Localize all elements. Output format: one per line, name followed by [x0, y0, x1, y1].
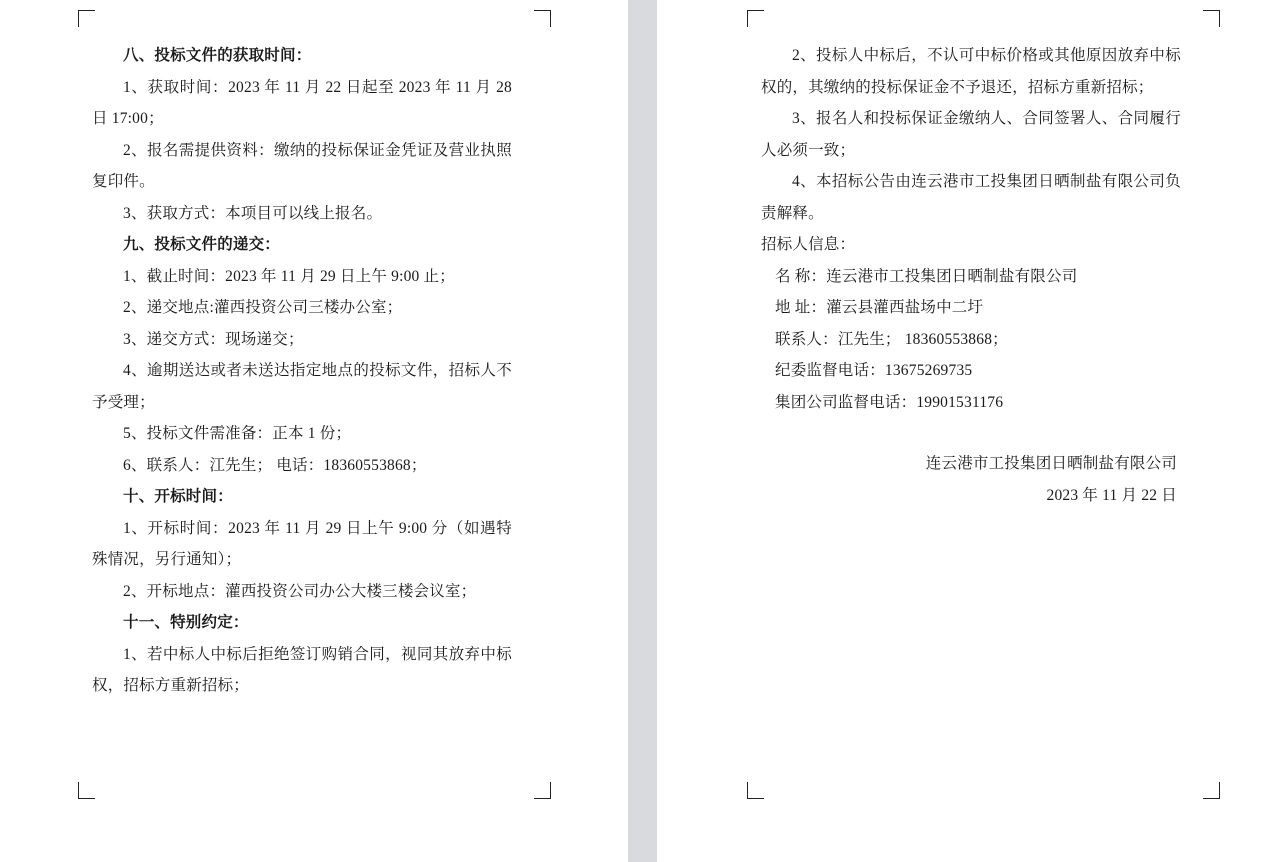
- contact-row-discipline-phone-value: 13675269735: [884, 362, 973, 379]
- section-heading-8: 八、投标文件的获取时间：: [123, 47, 312, 64]
- document-page-right: [657, 0, 1285, 862]
- contact-row-address-label: 地 址：: [775, 299, 827, 316]
- contact-row-discipline-phone-label: 纪委监督电话：: [775, 362, 885, 379]
- page-left-content: [92, 40, 512, 702]
- contact-row-name: [761, 261, 1181, 293]
- page-right-content: [761, 40, 1181, 512]
- paragraph-9-6: 6、联系人：江先生； 电话：18360553868；: [123, 456, 427, 474]
- paragraph-8-3: 3、获取方式：本项目可以线上报名。: [123, 204, 383, 222]
- paragraph-9-4: 4、逾期送达或者未送达指定地点的投标文件，招标人不予受理；: [92, 362, 512, 411]
- signature-block: [761, 448, 1181, 512]
- paragraph-10-1: 1、开标时间：2023 年 11 月 29 日上午 9:00 分（如遇特殊情况，另行通知）；: [92, 519, 512, 568]
- crop-mark-bottom-right: [534, 782, 551, 799]
- contact-row-name-label: 名 称：: [775, 267, 827, 285]
- paragraph-9-2: 2、递交地点:灌西投资公司三楼办公室；: [123, 299, 403, 316]
- paragraph-9-3: 3、递交方式：现场递交；: [123, 330, 304, 348]
- contact-row-address-value: 灌云县灌西盐场中二圩: [826, 299, 984, 316]
- contact-row-name-value: 连云港市工投集团日晒制盐有限公司: [826, 267, 1078, 285]
- contact-row-group-phone-label: 集团公司监督电话：: [775, 393, 917, 411]
- contact-row-person-value: 江先生； 18360553868；: [837, 330, 1008, 348]
- paragraph-9-5: 5、投标文件需准备：正本 1 份；: [123, 425, 352, 442]
- crop-mark-top-right: [1203, 10, 1220, 27]
- paragraph-9-1: 1、截止时间：2023 年 11 月 29 日上午 9:00 止；: [123, 267, 455, 285]
- document-page-left: [0, 0, 628, 862]
- contact-row-person-label: 联系人：: [775, 330, 838, 348]
- paragraph-10-2: 2、开标地点：灌西投资公司办公大楼三楼会议室；: [123, 582, 477, 600]
- contact-row-group-phone: [761, 387, 1181, 419]
- crop-mark-top-left: [78, 10, 95, 27]
- paragraph-11-2: 2、投标人中标后，不认可中标价格或其他原因放弃中标权的，其缴纳的投标保证金不予退还，招标方重新招标；: [761, 47, 1181, 96]
- paragraph-8-2: 2、报名需提供资料：缴纳的投标保证金凭证及营业执照复印件。: [92, 141, 512, 190]
- signature-date: 2023 年 11 月 22 日: [1046, 487, 1177, 504]
- section-heading-9: 九、投标文件的递交：: [123, 236, 281, 253]
- crop-mark-bottom-left: [747, 782, 764, 799]
- contact-row-group-phone-value: 19901531176: [916, 393, 1004, 411]
- paragraph-8-1: 1、获取时间：2023 年 11 月 22 日起至 2023 年 11 月 28 日 17:00；: [92, 78, 512, 127]
- paragraph-11-1: 1、若中标人中标后拒绝签订购销合同，视同其放弃中标权，招标方重新招标；: [92, 645, 512, 694]
- contact-row-person: [761, 324, 1181, 356]
- signature-company: 连云港市工投集团日晒制盐有限公司: [925, 455, 1177, 472]
- paragraph-11-4: 4、本招标公告由连云港市工投集团日晒制盐有限公司负责解释。: [761, 173, 1181, 222]
- crop-mark-top-left: [747, 10, 764, 27]
- section-heading-10: 十、开标时间：: [123, 488, 233, 505]
- section-heading-11: 十一、特别约定：: [123, 614, 249, 631]
- page-gap: [628, 0, 657, 862]
- crop-mark-top-right: [534, 10, 551, 27]
- contact-row-address: [761, 292, 1181, 324]
- paragraph-11-3: 3、报名人和投标保证金缴纳人、合同签署人、合同履行人必须一致；: [761, 110, 1181, 159]
- contact-row-discipline-phone: [761, 355, 1181, 387]
- crop-mark-bottom-left: [78, 782, 95, 799]
- contact-info-title: 招标人信息：: [761, 236, 856, 253]
- crop-mark-bottom-right: [1203, 782, 1220, 799]
